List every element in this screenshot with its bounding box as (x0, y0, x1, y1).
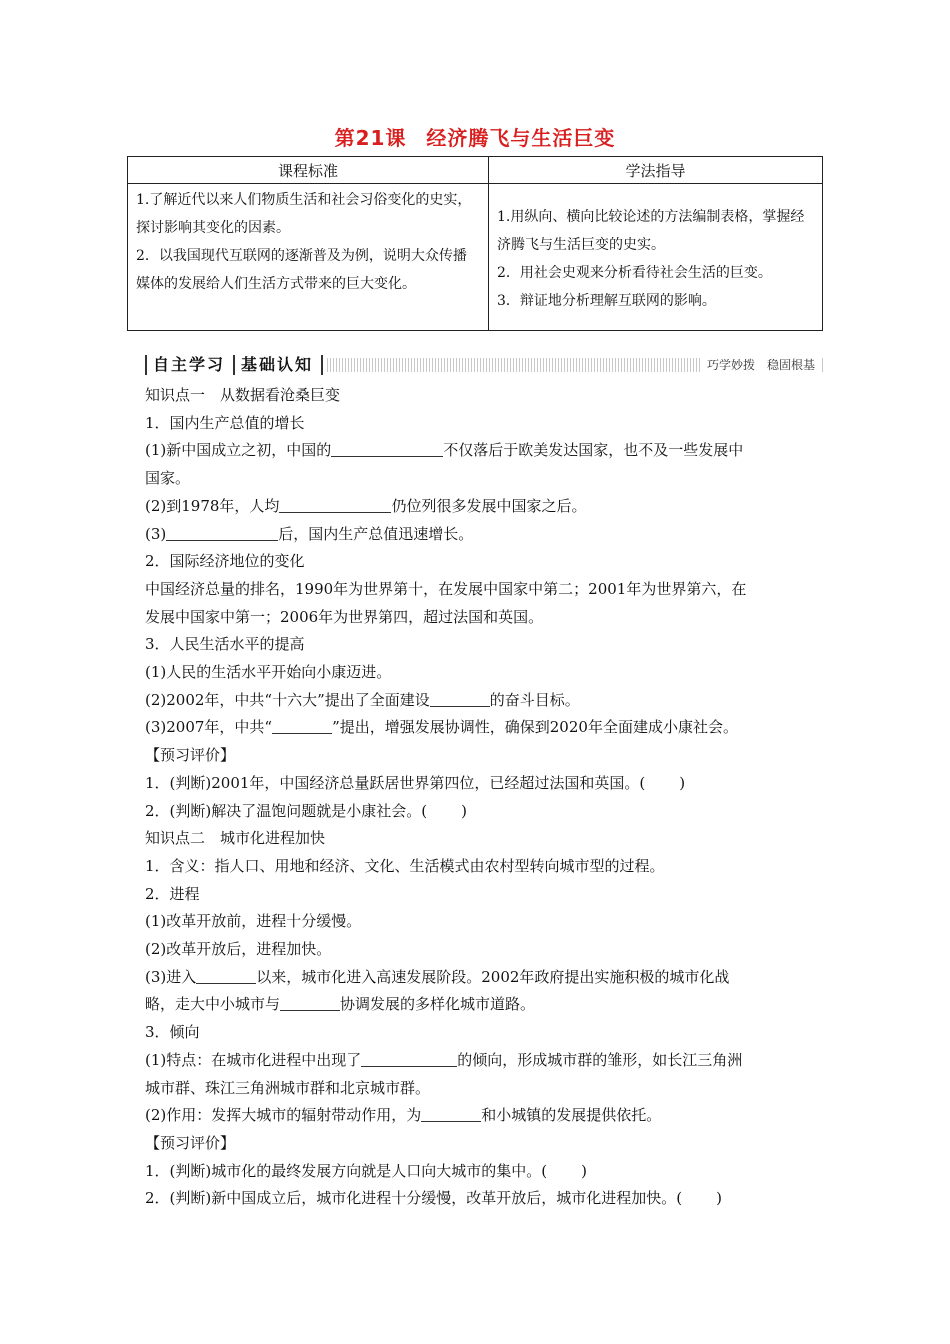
section-heading: 知识点一 从数据看沧桑巨变 (145, 386, 341, 404)
content-line: 城市群、珠江三角洲城市群和北京城市群。 (145, 1078, 431, 1097)
study-content (145, 382, 825, 1213)
curriculum-table (127, 156, 823, 331)
question-text: 1．(判断)2001年，中国经济总量跃居世界第四位，已经超过法国和英国。( (145, 773, 646, 792)
judgement-question (145, 798, 825, 826)
fill-blank[interactable] (279, 496, 391, 513)
content-line (145, 964, 825, 992)
review-heading: 【预习评价】 (145, 1133, 236, 1152)
review-heading: 【预习评价】 (145, 746, 236, 765)
guide-item: 3．辩证地分析理解互联网的影响。 (497, 293, 716, 309)
question-text: 2．(判断)解决了温饱问题就是小康社会。( (145, 801, 428, 820)
banner-divider (233, 355, 235, 375)
question-text: 1．(判断)城市化的最终发展方向就是人口向大城市的集中。( (145, 1161, 548, 1180)
text-run: 仍位列很多发展中国家之后。 (391, 496, 587, 515)
banner-divider (321, 355, 323, 375)
text-run: ) (679, 773, 686, 792)
fill-blank[interactable] (280, 994, 340, 1011)
text-run: (3)2007年，中共“ (145, 718, 273, 737)
fill-blank[interactable] (166, 524, 278, 541)
subsection-title: 2．进程 (145, 884, 200, 903)
text-run: (2)作用：发挥大城市的辐射带动作用，为 (145, 1106, 422, 1125)
fill-blank[interactable] (430, 690, 490, 707)
text-run: (2)2002年，中共“十六大”提出了全面建设 (145, 690, 430, 709)
standard-item: 1.了解近代以来人们物质生活和社会习俗变化的史实，探讨影响其变化的因素。 (136, 192, 472, 236)
text-run: (1)新中国成立之初，中国的 (145, 441, 332, 460)
text-run: (3)进入 (145, 967, 197, 986)
fill-blank[interactable] (361, 1050, 457, 1067)
text-run: 协调发展的多样化城市道路。 (340, 995, 536, 1014)
text-run: 的奋斗目标。 (489, 690, 580, 709)
text-run: (1)特点：在城市化进程中出现了 (145, 1050, 362, 1069)
banner-tag: 巧学妙拨 稳固根基 (701, 357, 821, 373)
judgement-question (145, 1185, 825, 1213)
content-line: (2)改革开放后，进程加快。 (145, 940, 332, 959)
text-run: ) (581, 1161, 587, 1180)
subsection-title: 3．倾向 (145, 1023, 200, 1042)
text-run: 略，走大中小城市与 (145, 995, 281, 1014)
text-run: 和小城镇的发展提供依托。 (481, 1106, 662, 1125)
text-run: (2)到1978年，人均 (145, 496, 280, 515)
content-line (145, 714, 825, 742)
section-heading: 知识点二 城市化进程加快 (145, 829, 326, 848)
text-run: 的倾向，形成城市群的雏形，如长江三角洲 (457, 1050, 743, 1069)
content-line: (1)人民的生活水平开始向小康迈进。 (145, 663, 392, 682)
judgement-question (145, 1158, 825, 1186)
content-line (145, 521, 825, 549)
subsection-title: 2．国际经济地位的变化 (145, 552, 305, 571)
content-line: (1)改革开放前，进程十分缓慢。 (145, 912, 362, 931)
content-line (145, 991, 825, 1019)
fill-blank[interactable] (272, 717, 332, 734)
fill-blank[interactable] (196, 967, 256, 984)
text-run: 不仅落后于欧美发达国家，也不及一些发展中 (443, 441, 744, 460)
content-line (145, 1047, 825, 1075)
lesson-name: 经济腾飞与生活巨变 (426, 126, 616, 150)
guide-item: 2．用社会史观来分析看待社会生活的巨变。 (497, 265, 772, 281)
content-line: 中国经济总量的排名，1990年为世界第十，在发展中国家中第二；2001年为世界第六，在 (145, 579, 747, 598)
standard-item: 2．以我国现代互联网的逐渐普及为例，说明大众传播媒体的发展给人们生活方式带来的巨大变化。 (136, 248, 467, 292)
content-line (145, 493, 825, 521)
fill-blank[interactable] (421, 1105, 481, 1122)
content-line (145, 437, 825, 465)
lesson-number: 第21课 (334, 126, 407, 150)
content-line (145, 1102, 825, 1130)
subsection-title: 3．人民生活水平的提高 (145, 635, 305, 654)
content-line (145, 687, 825, 715)
header-curriculum-standard: 课程标准 (128, 157, 489, 184)
content-line: 发展中国家中第一；2006年为世界第四，超过法国和英国。 (145, 607, 544, 626)
text-run: ) (716, 1189, 722, 1208)
header-study-guide: 学法指导 (489, 157, 823, 184)
text-run: 以来，城市化进入高速发展阶段。2002年政府提出实施积极的城市化战 (256, 967, 730, 986)
study-guide-cell (489, 184, 823, 331)
judgement-question (145, 770, 825, 798)
text-run: (3) (145, 524, 167, 543)
banner-title-self-study: 自主学习 (153, 355, 226, 374)
banner-divider (145, 355, 147, 375)
question-text: 2．(判断)新中国成立后，城市化进程十分缓慢，改革开放后，城市化进程加快。( (145, 1189, 683, 1208)
curriculum-standard-cell (128, 184, 489, 331)
content-line: 国家。 (145, 469, 191, 488)
content-line: 1．含义：指人口、用地和经济、文化、生活模式由农村型转向城市型的过程。 (145, 856, 665, 875)
text-run: ”提出，增强发展协调性，确保到2020年全面建成小康社会。 (332, 718, 738, 737)
lesson-title (0, 122, 950, 151)
text-run: ) (461, 801, 467, 820)
text-run: 后，国内生产总值迅速增长。 (278, 524, 474, 543)
fill-blank[interactable] (331, 440, 443, 457)
subsection-title: 1．国内生产总值的增长 (145, 413, 305, 432)
banner-title-basic-knowledge: 基础认知 (241, 355, 314, 374)
guide-item: 1.用纵向、横向比较论述的方法编制表格，掌握经济腾飞与生活巨变的史实。 (497, 209, 805, 253)
section-banner (145, 355, 823, 375)
